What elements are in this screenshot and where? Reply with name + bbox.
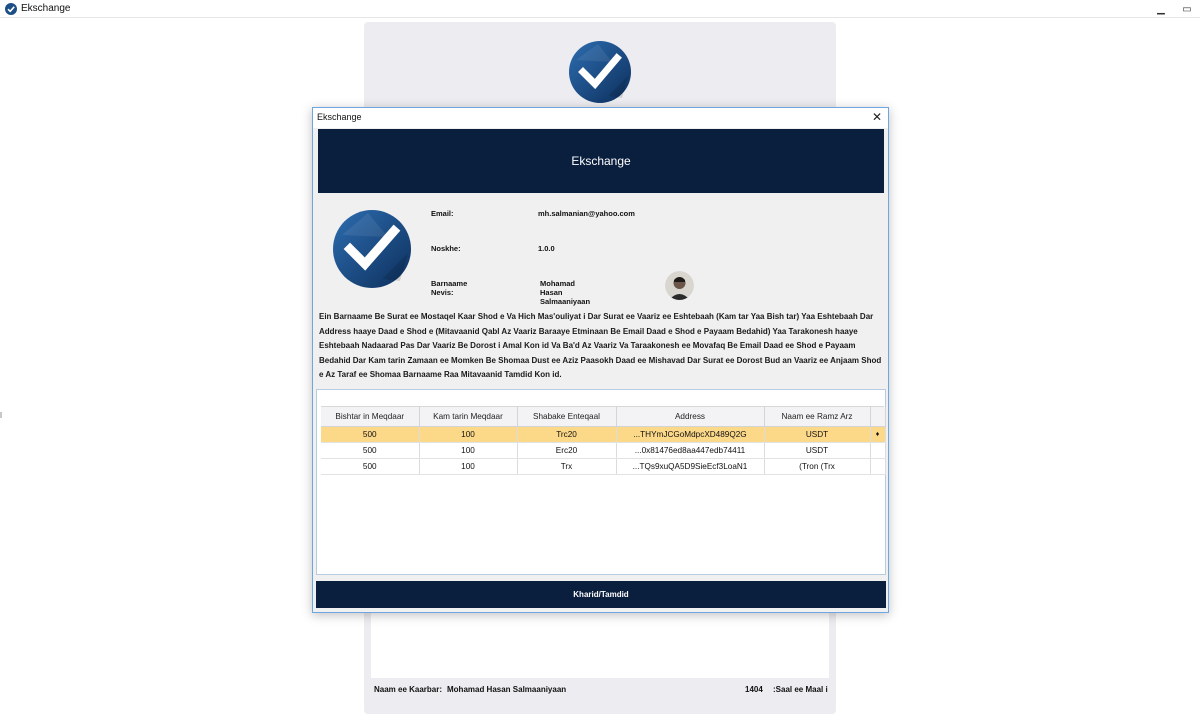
- cell-network[interactable]: Trx: [517, 458, 616, 474]
- column-header-max[interactable]: Bishtar in Meqdaar: [321, 407, 419, 426]
- cell-address[interactable]: ...TQs9xuQA5D9SieEcf3LoaN1: [616, 458, 764, 474]
- cell-max[interactable]: 500: [321, 426, 419, 442]
- dialog-logo-icon: [332, 209, 412, 289]
- fiscal-year-value: 1404: [745, 685, 763, 694]
- user-value: Mohamad Hasan Salmaaniyaan: [447, 685, 567, 694]
- minimize-button[interactable]: [1148, 0, 1174, 18]
- window-controls: [1148, 0, 1200, 18]
- column-header-network[interactable]: Shabake Enteqaal: [517, 407, 616, 426]
- disclaimer-text: Ein Barnaame Be Surat ee Mostaqel Kaar Shod e Va Hich Mas'ouliyat i Dar Surat ee Vaariz ee Eshtebaah (Kam tar Yaa Bish tar) Yaa Eshtebaah Dar Address haaye Daad e Shod e (Mitavaanid Qabl Az Vaariz Baraaye Etminaan Be Email Daad e Shod e Payaam Bedahid) Yaa Tarakonesh haaye Eshtebaah Nadaarad Pas Dar Vaariz Be Dorost i Amal Kon id Va Ba'd Az Vaariz Va Taraakonesh ee Movafaq Be Email Daad ee Shod e Payaam Bedahid Dar Kam tarin Zamaan ee Momken Be Shomaa Dust ee Aziz Paasokh Daad ee Mishavad Dar Surat ee Dorost Bud an Vaariz ee Anjaam Shod e Az Taraf ee Shomaa Barnaame Raa Mitavaanid Tamdid Kon id.: [319, 312, 882, 380]
- main-titlebar: [0, 0, 1200, 18]
- app-logo-icon: [568, 40, 632, 104]
- row-indicator-cell: [870, 442, 885, 458]
- dialog-titlebar[interactable]: [313, 108, 888, 128]
- cell-address[interactable]: ...0x81476ed8aa447edb74411: [616, 442, 764, 458]
- table-row[interactable]: [321, 458, 885, 474]
- cell-network[interactable]: Erc20: [517, 442, 616, 458]
- minimize-icon: ▁: [1157, 3, 1165, 15]
- window-edge-mark: [0, 412, 2, 418]
- maximize-icon: ▭: [1182, 3, 1192, 15]
- cell-max[interactable]: 500: [321, 458, 419, 474]
- table-row[interactable]: [321, 426, 885, 442]
- wallet-grid-body: [321, 406, 884, 570]
- cell-min[interactable]: 100: [419, 458, 517, 474]
- close-icon[interactable]: ✕: [871, 110, 882, 124]
- email-label: Email:: [431, 209, 454, 218]
- main-window-title: Ekschange: [21, 3, 71, 14]
- column-header-address[interactable]: Address: [616, 407, 764, 426]
- author-avatar: [665, 271, 694, 300]
- fiscal-year-label: :Saal ee Maal i: [773, 685, 828, 694]
- email-value: mh.salmanian@yahoo.com: [538, 209, 635, 218]
- dialog-header-banner: [318, 129, 884, 193]
- cell-currency[interactable]: USDT: [764, 442, 870, 458]
- cell-min[interactable]: 100: [419, 442, 517, 458]
- wallet-table: [321, 407, 886, 475]
- maximize-button[interactable]: [1174, 0, 1200, 18]
- buy-renew-label: Kharid/Tamdid: [573, 590, 629, 599]
- column-header-min[interactable]: Kam tarin Meqdaar: [419, 407, 517, 426]
- dialog-title: Ekschange: [317, 112, 362, 122]
- cell-address[interactable]: ...THYmJCGoMdpcXD489Q2G: [616, 426, 764, 442]
- about-dialog: [312, 107, 889, 613]
- table-row[interactable]: [321, 442, 885, 458]
- cell-min[interactable]: 100: [419, 426, 517, 442]
- main-list-area[interactable]: [371, 606, 829, 678]
- version-value: 1.0.0: [538, 244, 555, 253]
- status-footer: [374, 685, 829, 697]
- user-label: Naam ee Kaarbar:: [374, 685, 443, 694]
- author-value: Mohamad Hasan Salmaaniyaan: [540, 279, 591, 306]
- cell-currency[interactable]: USDT: [764, 426, 870, 442]
- row-indicator-icon: ♦: [870, 426, 885, 442]
- version-label: Noskhe:: [431, 244, 461, 253]
- cell-currency[interactable]: (Tron (Trx: [764, 458, 870, 474]
- cell-network[interactable]: Trc20: [517, 426, 616, 442]
- row-indicator-cell: [870, 458, 885, 474]
- author-label: Barnaame Nevis:: [431, 279, 468, 297]
- column-header-currency[interactable]: Naam ee Ramz Arz: [764, 407, 870, 426]
- wallet-grid: [316, 389, 886, 575]
- app-check-icon: [5, 3, 17, 15]
- buy-renew-button[interactable]: [316, 581, 886, 608]
- header-title: Ekschange: [571, 154, 631, 168]
- cell-max[interactable]: 500: [321, 442, 419, 458]
- table-header-row: [321, 407, 885, 426]
- column-header-indicator: [870, 407, 885, 426]
